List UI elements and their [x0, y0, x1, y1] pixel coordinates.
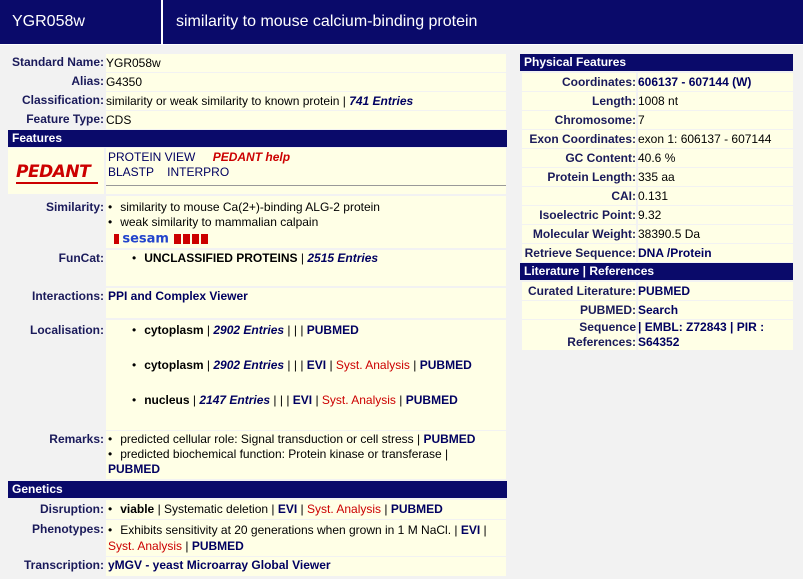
gene-id: YGR058w — [0, 0, 163, 44]
alias-value: G4350 — [106, 73, 506, 91]
interactions-label: Interactions: — [31, 289, 104, 303]
disruption-value — [106, 500, 506, 519]
pedant-links-cell — [106, 148, 506, 194]
localisation-item-1: • cytoplasm | 2902 Entries | | | PUBMED — [132, 323, 359, 337]
pi-label: Isoelectric Point: — [522, 206, 636, 224]
localisation-label: Localisation: — [29, 323, 104, 337]
loc1-name[interactable]: cytoplasm — [144, 323, 204, 337]
funcat-item — [132, 251, 378, 265]
protein-length-value: 335 aa — [638, 168, 793, 186]
phenotypes-pubmed-link[interactable]: PUBMED — [191, 539, 244, 553]
exon-label: Exon Coordinates: — [522, 130, 636, 148]
loc2-pubmed-link[interactable]: PUBMED — [419, 358, 472, 372]
sesam-logo-text: sesam — [122, 231, 169, 247]
loc3-evi-link[interactable]: EVI — [292, 393, 313, 407]
similarity-item-1: • similarity to mouse Ca(2+)-binding ALG-2 protein — [108, 200, 380, 214]
disruption-label: Disruption: — [40, 502, 104, 516]
length-value: 1008 nt — [638, 92, 793, 110]
classification-entries-link[interactable]: 741 Entries — [349, 94, 414, 108]
loc3-pubmed-link[interactable]: PUBMED — [405, 393, 458, 407]
gc-value: 40.6 % — [638, 149, 793, 167]
standard-name-value: YGR058w — [106, 54, 506, 72]
pubmed-search-link[interactable]: Search — [638, 301, 793, 319]
retrieve-label: Retrieve Sequence: — [522, 244, 636, 262]
similarity-label: Similarity: — [45, 200, 104, 214]
pi-value: 9.32 — [638, 206, 793, 224]
phenotypes-syst-link[interactable]: Syst. Analysis — [108, 539, 183, 553]
curated-pubmed-link[interactable]: PUBMED — [638, 282, 793, 300]
retrieve-sequence-link[interactable]: DNA /Protein — [638, 244, 793, 262]
classification-value — [106, 92, 506, 110]
seqref-label-line-1: Sequence — [579, 320, 636, 334]
transcription-label: Transcription: — [23, 558, 104, 572]
cai-value: 0.131 — [638, 187, 793, 205]
loc1-entries-link[interactable]: 2902 Entries — [213, 323, 285, 337]
transcription-value — [106, 557, 506, 576]
protein-view-link[interactable]: PROTEIN VIEW — [108, 150, 196, 164]
cai-label: CAI: — [522, 187, 636, 205]
phenotypes-line-2: Syst. Analysis | PUBMED — [108, 539, 244, 553]
classification-text: similarity or weak similarity to known protein | — [106, 94, 350, 108]
remark1-pubmed-link[interactable]: PUBMED — [423, 432, 476, 446]
phenotypes-item: • Exhibits sensitivity at 20 generations when grown in 1 M NaCl. | EVI | — [108, 523, 506, 537]
pedant-logo-underline — [16, 182, 98, 184]
disruption-syst-link[interactable]: Syst. Analysis — [307, 502, 382, 516]
ymgv-link[interactable]: yMGV - yeast Microarray Global Viewer — [108, 558, 331, 572]
loc2-name[interactable]: cytoplasm — [144, 358, 204, 372]
chromosome-value: 7 — [638, 111, 793, 129]
similarity-item-2: • weak similarity to mammalian calpain — [108, 215, 318, 229]
seqref-label — [522, 320, 636, 350]
loc3-pipes: | | | — [270, 393, 293, 407]
funcat-sep: | — [297, 251, 308, 265]
remark2-pubmed-link[interactable]: PUBMED — [108, 462, 161, 476]
chromosome-label: Chromosome: — [522, 111, 636, 129]
interactions-value — [106, 288, 506, 318]
feature-type-label: Feature Type: — [26, 112, 104, 126]
genetics-section-header: Genetics — [8, 481, 507, 498]
remark1-text: predicted cellular role: Signal transduction or cell stress | — [120, 432, 424, 446]
phenotypes-label: Phenotypes: — [31, 522, 104, 536]
funcat-entries-link[interactable]: 2515 Entries — [307, 251, 379, 265]
pedant-logo-cell — [8, 148, 104, 194]
localisation-item-2: • cytoplasm | 2902 Entries | | | EVI | Syst. Analysis | PUBMED — [132, 358, 472, 372]
exon-value: exon 1: 606137 - 607144 — [638, 130, 793, 148]
loc2-syst-link[interactable]: Syst. Analysis — [335, 358, 410, 372]
coordinates-link[interactable]: 606137 - 607144 (W) — [638, 73, 793, 91]
disruption-evi-link[interactable]: EVI — [277, 502, 298, 516]
pedant-line-2 — [108, 165, 229, 179]
loc3-syst-link[interactable]: Syst. Analysis — [321, 393, 396, 407]
mw-label: Molecular Weight: — [522, 225, 636, 243]
loc1-pubmed-link[interactable]: PUBMED — [306, 323, 359, 337]
localisation-item-3: • nucleus | 2147 Entries | | | EVI | Syst. Analysis | PUBMED — [132, 393, 458, 407]
seqref-embl-link[interactable]: | EMBL: Z72843 | PIR : — [638, 320, 765, 334]
classification-label: Classification: — [21, 93, 104, 107]
blastp-link[interactable]: BLASTP — [108, 165, 154, 179]
funcat-category-link[interactable]: UNCLASSIFIED PROTEINS — [144, 251, 298, 265]
disruption-viable: viable — [120, 502, 155, 516]
standard-name-label: Standard Name: — [11, 55, 104, 69]
funcat-label: FunCat: — [58, 251, 104, 265]
seqref-pir-link[interactable]: S64352 — [638, 335, 680, 349]
features-section-header: Features — [8, 130, 507, 147]
funcat-value — [106, 250, 506, 286]
pedant-logo[interactable]: PEDANT — [16, 162, 91, 182]
seqref-value — [638, 320, 793, 350]
remarks-label: Remarks: — [49, 432, 104, 446]
page-title: similarity to mouse calcium-binding protein — [176, 13, 478, 30]
loc2-pipes: | | | — [284, 358, 307, 372]
seqref-label-line-2: References: — [567, 335, 636, 349]
disruption-text: | Systematic deletion | — [154, 502, 278, 516]
literature-section-header: Literature | References — [520, 263, 793, 280]
sesam-logo[interactable] — [114, 231, 208, 247]
disruption-item: • viable | Systematic deletion | EVI | Syst. Analysis | PUBMED — [108, 502, 443, 516]
header-bar — [0, 0, 803, 45]
feature-type-value: CDS — [106, 111, 506, 129]
mw-value: 38390.5 Da — [638, 225, 793, 243]
similarity-value — [106, 196, 506, 248]
phenotypes-value — [106, 520, 506, 556]
pedant-help-link[interactable]: PEDANT help — [212, 150, 291, 164]
loc3-entries-link[interactable]: 2147 Entries — [199, 393, 271, 407]
loc2-evi-link[interactable]: EVI — [306, 358, 327, 372]
remark-2: • predicted biochemical function: Protein kinase or transferase | — [108, 447, 448, 461]
loc1-pipes: | | | — [284, 323, 307, 337]
loc3-name[interactable]: nucleus — [144, 393, 190, 407]
pubmed-label: PUBMED: — [522, 301, 636, 319]
physical-section-header: Physical Features — [520, 54, 793, 71]
phenotypes-text: Exhibits sensitivity at 20 generations when grown in 1 M NaCl. | — [120, 523, 461, 537]
remark-1 — [108, 432, 475, 446]
curated-label: Curated Literature: — [522, 282, 636, 300]
protein-length-label: Protein Length: — [522, 168, 636, 186]
gc-label: GC Content: — [522, 149, 636, 167]
ppi-viewer-link[interactable]: PPI and Complex Viewer — [108, 289, 248, 303]
pedant-line-1 — [108, 150, 290, 164]
coordinates-label: Coordinates: — [522, 73, 636, 91]
localisation-value — [106, 320, 506, 430]
phenotypes-evi-link[interactable]: EVI — [460, 523, 481, 537]
interpro-link[interactable]: INTERPRO — [167, 165, 230, 179]
alias-label: Alias: — [71, 74, 104, 88]
divider — [106, 185, 506, 186]
length-label: Length: — [522, 92, 636, 110]
remarks-value — [106, 431, 506, 479]
disruption-pubmed-link[interactable]: PUBMED — [390, 502, 443, 516]
loc2-entries-link[interactable]: 2902 Entries — [213, 358, 285, 372]
